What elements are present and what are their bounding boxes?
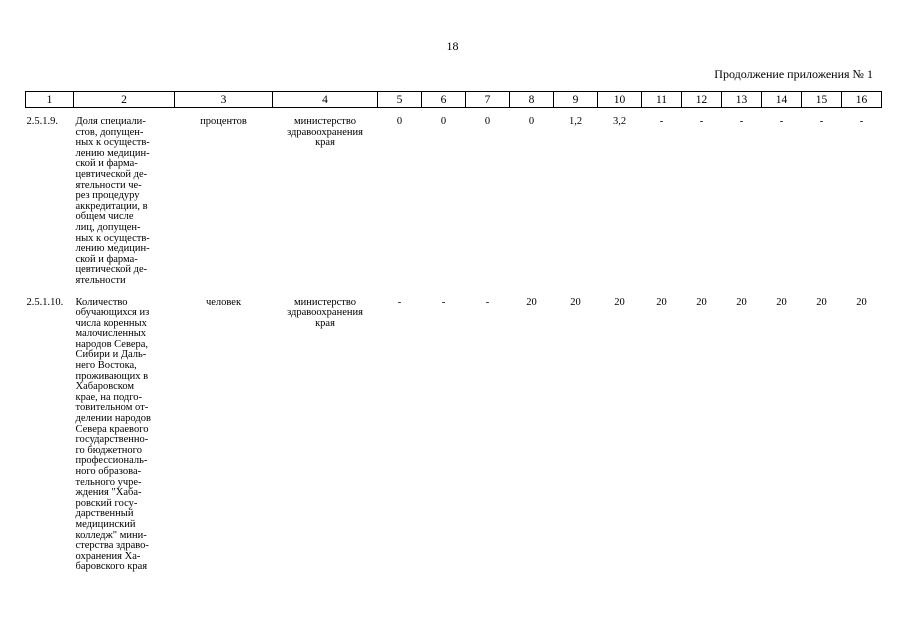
header-cell: 10 — [598, 92, 642, 108]
header-cell: 9 — [554, 92, 598, 108]
name-line: лению медицин- — [75, 147, 150, 159]
value-cell: 0 — [484, 116, 491, 127]
name-line: стов, допущен- — [75, 126, 144, 138]
name-line: го бюджетного — [75, 444, 142, 456]
header-cell: 7 — [466, 92, 510, 108]
responsible-line: министерство — [293, 116, 357, 127]
name-line: рез процедуру — [75, 190, 140, 202]
value-cell: 20 — [526, 296, 537, 308]
value-cell: - — [819, 116, 824, 127]
name-line: ятельности — [75, 274, 126, 286]
value-cell: - — [739, 116, 744, 127]
name-line: баровского края — [75, 561, 148, 573]
data-table — [25, 91, 882, 573]
value-cell: 0 — [440, 116, 447, 127]
value-cell: 3,2 — [612, 116, 627, 127]
name-line: ных к осуществ- — [75, 232, 150, 244]
header-cell: 14 — [762, 92, 802, 108]
value-cell: 20 — [856, 296, 867, 308]
name-line: цевтической де- — [75, 264, 148, 276]
value-cell: - — [485, 296, 490, 308]
name-line: ятельности че- — [75, 179, 142, 191]
responsible-line: края — [315, 317, 335, 329]
indicator-code: 2.5.1.9. — [26, 116, 58, 127]
value-cell: 20 — [614, 296, 625, 308]
value-cell: - — [397, 296, 402, 308]
name-line: цевтической де- — [75, 168, 148, 180]
indicator-name — [74, 298, 175, 573]
name-line: ных к осуществ- — [75, 137, 150, 149]
header-cell: 1 — [26, 92, 74, 108]
page-number: 18 — [446, 39, 459, 53]
value-cell: 20 — [570, 296, 581, 308]
name-line: товительном от- — [75, 402, 149, 414]
header-cell: 2 — [74, 92, 175, 108]
name-line: ровский госу- — [75, 497, 138, 509]
name-line: профессиональ- — [75, 455, 148, 467]
value-cell: 0 — [396, 116, 403, 127]
responsible-executor — [273, 298, 378, 573]
name-line: тельного учре- — [75, 476, 142, 488]
name-line: обучающихся из — [75, 307, 150, 319]
header-cell: 6 — [422, 92, 466, 108]
appendix-note: Продолжение приложения № 1 — [714, 67, 873, 81]
header-cell: 4 — [273, 92, 378, 108]
value-cell: - — [441, 296, 446, 308]
unit-of-measure: человек — [205, 296, 242, 308]
name-line: Доля специали- — [75, 116, 146, 127]
header-cell: 12 — [682, 92, 722, 108]
table-row — [26, 108, 882, 298]
name-line: аккредитации, в — [75, 200, 148, 212]
name-line: охранения Ха- — [75, 550, 141, 562]
name-line: делении народов — [75, 413, 151, 425]
unit-of-measure: процентов — [200, 116, 247, 127]
name-line: народов Севера, — [75, 338, 149, 350]
header-cell: 3 — [175, 92, 273, 108]
name-line: ской и фарма- — [75, 253, 138, 265]
header-cell: 8 — [510, 92, 554, 108]
name-line: проживающих в — [75, 370, 149, 382]
name-line: дарственный — [75, 508, 134, 520]
table-row — [26, 298, 882, 573]
value-cell: - — [859, 116, 864, 127]
name-line: Севера краевого — [75, 423, 149, 435]
name-line: колледж" мини- — [75, 529, 147, 541]
value-cell: 1,2 — [568, 116, 583, 127]
value-cell: 20 — [736, 296, 747, 308]
name-line: Хабаровском — [75, 381, 135, 393]
value-cell: 20 — [696, 296, 707, 308]
header-cell: 5 — [378, 92, 422, 108]
name-line: лению медицин- — [75, 243, 150, 255]
header-cell: 13 — [722, 92, 762, 108]
name-line: Количество — [75, 296, 128, 308]
name-line: Сибири и Даль- — [75, 349, 147, 361]
value-cell: - — [659, 116, 664, 127]
name-line: лиц, допущен- — [75, 221, 141, 233]
responsible-line: здравоохранения — [287, 126, 363, 138]
name-line: него Востока, — [75, 360, 137, 372]
name-line: малочисленных — [75, 328, 147, 340]
name-line: ской и фарма- — [75, 158, 138, 170]
name-line: государственно- — [75, 434, 149, 446]
header-cell: 15 — [802, 92, 842, 108]
name-line: ного образова- — [75, 466, 142, 477]
indicator-name — [74, 108, 175, 298]
responsible-line: здравоохранения — [287, 307, 363, 319]
name-line: общем числе — [75, 211, 134, 223]
name-line: стерства здраво- — [75, 540, 149, 552]
value-cell: 20 — [776, 296, 787, 308]
value-cell: 0 — [528, 116, 535, 127]
responsible-line: края — [315, 137, 335, 149]
name-line: медицинский — [75, 518, 136, 530]
name-line: крае, на подго- — [75, 391, 143, 403]
value-cell: - — [699, 116, 704, 127]
value-cell: 20 — [656, 296, 667, 308]
header-cell: 11 — [642, 92, 682, 108]
name-line: ждения "Хаба- — [75, 487, 142, 499]
value-cell: - — [779, 116, 784, 127]
responsible-line: министерство — [293, 296, 357, 308]
indicator-code: 2.5.1.10. — [26, 296, 64, 308]
header-row — [26, 92, 882, 108]
header-cell: 16 — [842, 92, 882, 108]
responsible-executor — [273, 108, 378, 298]
value-cell: 20 — [816, 296, 827, 308]
name-line: числа коренных — [75, 317, 147, 329]
